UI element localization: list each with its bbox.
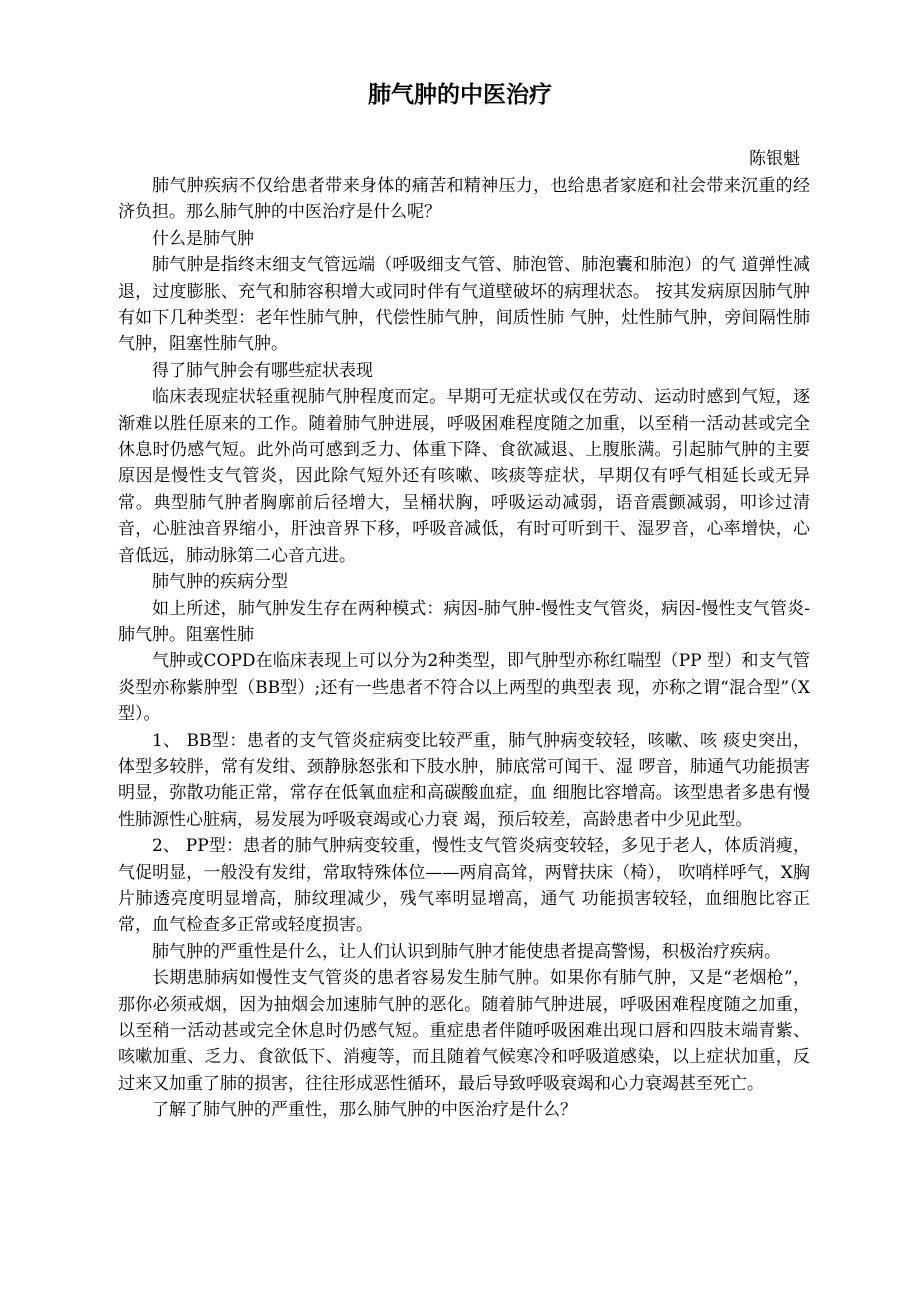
- heading-classification: 肺气肿的疾病分型: [152, 572, 288, 593]
- paragraph-types: 气肿或COPD在临床表现上可以分为2种类型，即气肿型亦称红喘型（PP 型）和支气管炎型亦称紫肿型（BB型）;还有一些患者不符合以上两型的典型表 现，亦称之谓“混合型”（X型）。: [118, 651, 810, 725]
- heading-what-is: 什么是肺气肿: [152, 228, 254, 249]
- author-name: 陈银魁: [749, 149, 800, 169]
- document-title: 肺气肿的中医治疗: [368, 82, 552, 108]
- paragraph-conclusion: 了解了肺气肿的严重性，那么肺气肿的中医治疗是什么？: [152, 1100, 577, 1121]
- paragraph-intro: 肺气肿疾病不仅给患者带来身体的痛苦和精神压力，也给患者家庭和社会带来沉重的经济负担。那么肺气肿的中医治疗是什么呢？: [118, 176, 810, 223]
- paragraph-bb-type: 1、 BB型：患者的支气管炎症病变比较严重，肺气肿病变较轻，咳嗽、咳 痰史突出，体型多较胖，常有发绀、颈静脉怒张和下肢水肿，肺底常可闻干、湿 啰音，肺通气功能损害明显，弥散功能正常，常存在低氧血症和高碳酸血症，血 细胞比容增高。该型患者多患有慢性肺源性心脏病，易发展为呼吸衰竭或心力衰 竭，预后较差，高龄患者中少见此型。: [118, 730, 810, 830]
- paragraph-severity-question: 肺气肿的严重性是什么，让人们认识到肺气肿才能使患者提高警惕，积极治疗疾病。: [152, 941, 781, 962]
- paragraph-severity: 长期患肺病如慢性支气管炎的患者容易发生肺气肿。如果你有肺气肿，又是“老烟枪”，那你必须戒烟，因为抽烟会加速肺气肿的恶化。随着肺气肿进展，呼吸困难程度随之加重，以至稍一活动甚或完全休息时仍感气短。重症患者伴随呼吸困难出现口唇和四肢末端青紫、咳嗽加重、乏力、食欲低下、消瘦等，而且随着气候寒冷和呼吸道感染，以上症状加重，反过来又加重了肺的损害，往往形成恶性循环，最后导致呼吸衰竭和心力衰竭甚至死亡。: [118, 968, 810, 1094]
- document-body: [118, 173, 810, 1124]
- paragraph-classification: 如上所述，肺气肿发生存在两种模式：病因-肺气肿-慢性支气管炎，病因-慢性支气管炎-肺气肿。阻塞性肺: [118, 598, 810, 645]
- heading-symptoms: 得了肺气肿会有哪些症状表现: [152, 360, 373, 381]
- paragraph-symptoms: 临床表现症状轻重视肺气肿程度而定。早期可无症状或仅在劳动、运动时感到气短，逐渐难以胜任原来的工作。随着肺气肿进展，呼吸困难程度随之加重，以至稍一活动甚或完全休息时仍感气短。此外尚可感到乏力、体重下降、食欲减退、上腹胀满。引起肺气肿的主要原因是慢性支气管炎，因此除气短外还有咳嗽、咳痰等症状，早期仅有呼气相延长或无异常。典型肺气肿者胸廓前后径增大，呈桶状胸，呼吸运动减弱，语音震颤减弱，叩诊过清音，心脏浊音界缩小，肝浊音界下移，呼吸音减低，有时可听到干、湿罗音，心率增快，心音低远，肺动脉第二心音亢进。: [118, 387, 810, 566]
- paragraph-pp-type: 2、 PP型：患者的肺气肿病变较重，慢性支气管炎病变较轻，多见于老人，体质消瘦，气促明显，一般没有发绀，常取特殊体位——两肩高耸，两臂扶床（椅）， 吹哨样呼气，X胸片肺透亮度明显增高，肺纹理减少，残气率明显增高，通气 功能损害较轻，血细胞比容正常，血气检查多正常或轻度损害。: [118, 836, 810, 936]
- paragraph-definition: 肺气肿是指终末细支气管远端（呼吸细支气管、肺泡管、肺泡囊和肺泡）的气 道弹性减退，过度膨胀、充气和肺容积增大或同时伴有气道壁破坏的病理状态。 按其发病原因肺气肿有如下几种类型：老年性肺气肿，代偿性肺气肿，间质性肺 气肿，灶性肺气肿，旁间隔性肺气肿，阻塞性肺气肿。: [118, 255, 810, 355]
